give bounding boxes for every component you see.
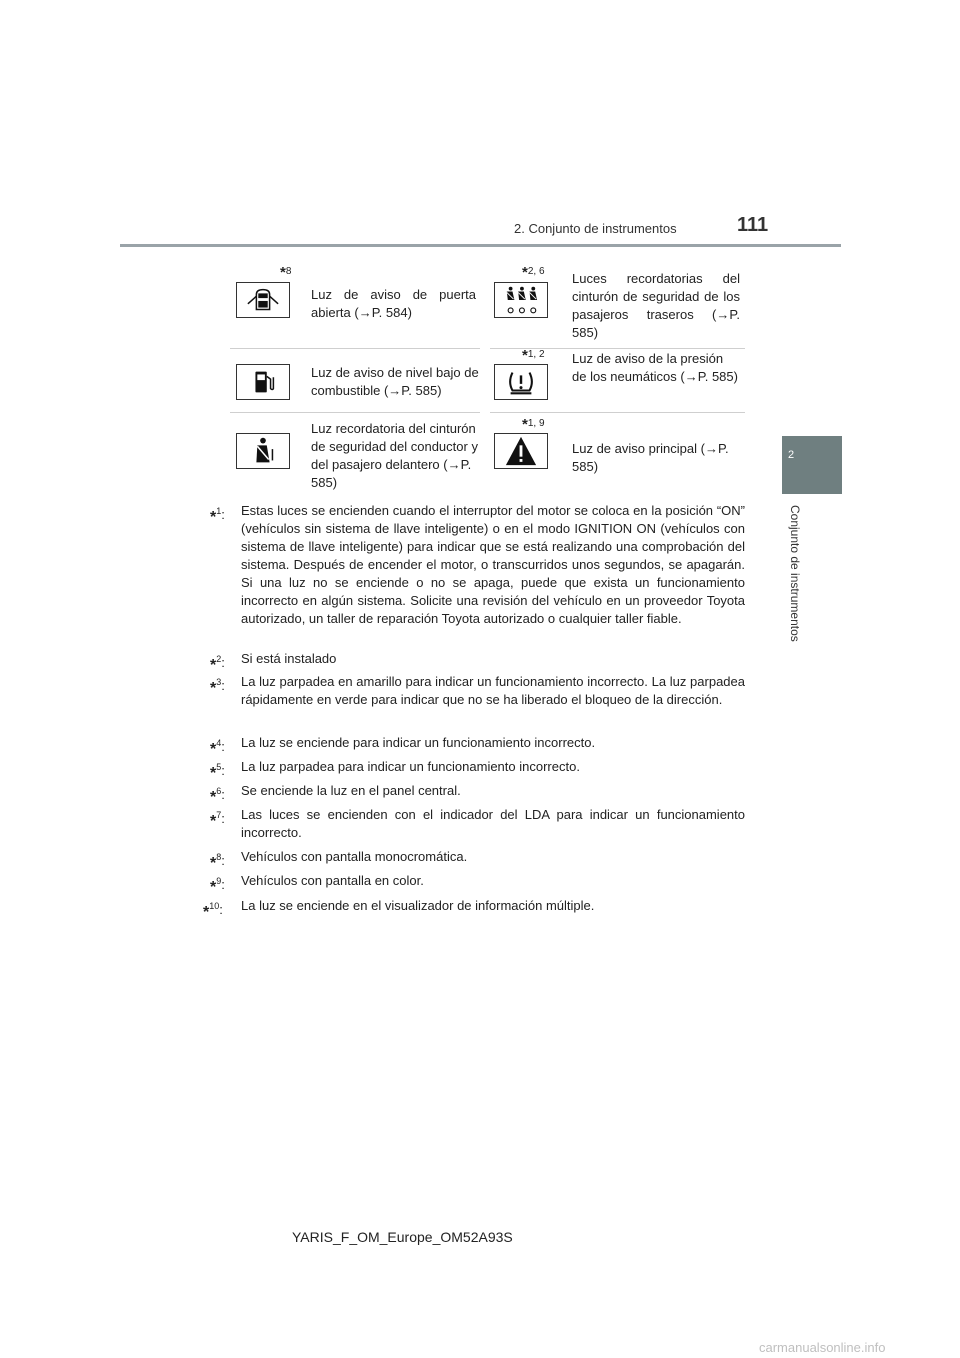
section-title: 2. Conjunto de instrumentos <box>514 221 677 236</box>
table-divider <box>490 412 745 413</box>
watermark: carmanualsonline.info <box>759 1340 886 1355</box>
chapter-tab <box>782 436 842 494</box>
page-number: 111 <box>737 214 769 236</box>
driver-seatbelt-icon <box>236 433 290 469</box>
footnote: *$^4$: La luz se enciende para indicar un funcionamiento incorrecto. <box>210 735 596 758</box>
footnote: *$^1$: Estas luces se encienden cuando el interruptor del motor se coloca en la posición “ON” (vehículos sin sistema de llave inteligente) o en el modo IGNITION ON (vehículos con sistema de llave inteligente) para indicar que se está realizando una comprobación del sistema. Después de encender el motor, o transcurridos unos segundos, se apagarán. Si una luz no se enciende o no se apaga, puede que exista un funcionamiento incorrecto en algún sistema. Solicite una revisión del vehículo en un proveedor Toyota autorizado, un taller de reparación Toyota autorizado o cualquier taller fiable. <box>210 503 745 626</box>
table-note: *2, 6 <box>522 264 545 281</box>
chapter-label <box>786 505 806 675</box>
footnote: *$^2$: Si está instalado <box>210 651 337 674</box>
document-code: YARIS_F_OM_Europe_OM52A93S <box>292 1229 513 1245</box>
cell-text: Luz recordatoria del cinturón de seguridad del conductor y del pasajero delantero (→P. 585) <box>311 421 478 490</box>
table-divider <box>230 348 480 349</box>
tire-pressure-icon <box>494 364 548 400</box>
footnote: *$^5$: La luz parpadea para indicar un funcionamiento incorrecto. <box>210 759 580 782</box>
cell-text: Luz de aviso de puerta abierta (→P. 584) <box>311 287 476 320</box>
chapter-label-text: Conjunto de instrumentos <box>788 505 802 642</box>
footnote: *$^9$: Vehículos con pantalla en color. <box>210 873 424 896</box>
footnote: *$^6$: Se enciende la luz en el panel central. <box>210 783 461 806</box>
footnote: *$^7$: Las luces se encienden con el indicador del LDA para indicar un funcionamiento incorrecto. <box>210 807 745 840</box>
footnote: *$^{10}$: La luz se enciende en el visualizador de información múltiple. <box>203 898 595 921</box>
footnote: *$^3$: La luz parpadea en amarillo para indicar un funcionamiento incorrecto. La luz parpadea rápidamente en verde para indicar que no se ha liberado el bloqueo de la dirección. <box>210 674 745 707</box>
header-rule <box>120 244 841 247</box>
cell-text: Luz de aviso de la presión de los neumáticos (→P. 585) <box>572 351 738 384</box>
fuel-pump-icon <box>236 364 290 400</box>
footnote: *$^8$: Vehículos con pantalla monocromática. <box>210 849 468 872</box>
cell-text: Luz de aviso principal (→P. 585) <box>572 441 729 474</box>
table-note: *1, 2 <box>522 347 545 364</box>
chapter-number: 2 <box>788 449 795 461</box>
master-warning-icon <box>494 433 548 469</box>
rear-seatbelt-reminder-icon <box>494 282 548 318</box>
cell-text: Luces recordatorias del cinturón de seguridad de los pasajeros traseros (→P. 585) <box>572 271 740 340</box>
door-open-icon <box>236 282 290 318</box>
table-note: *8 <box>280 264 292 281</box>
table-divider <box>230 412 480 413</box>
cell-text: Luz de aviso de nivel bajo de combustible (→P. 585) <box>311 365 479 398</box>
table-note: *1, 9 <box>522 416 545 433</box>
